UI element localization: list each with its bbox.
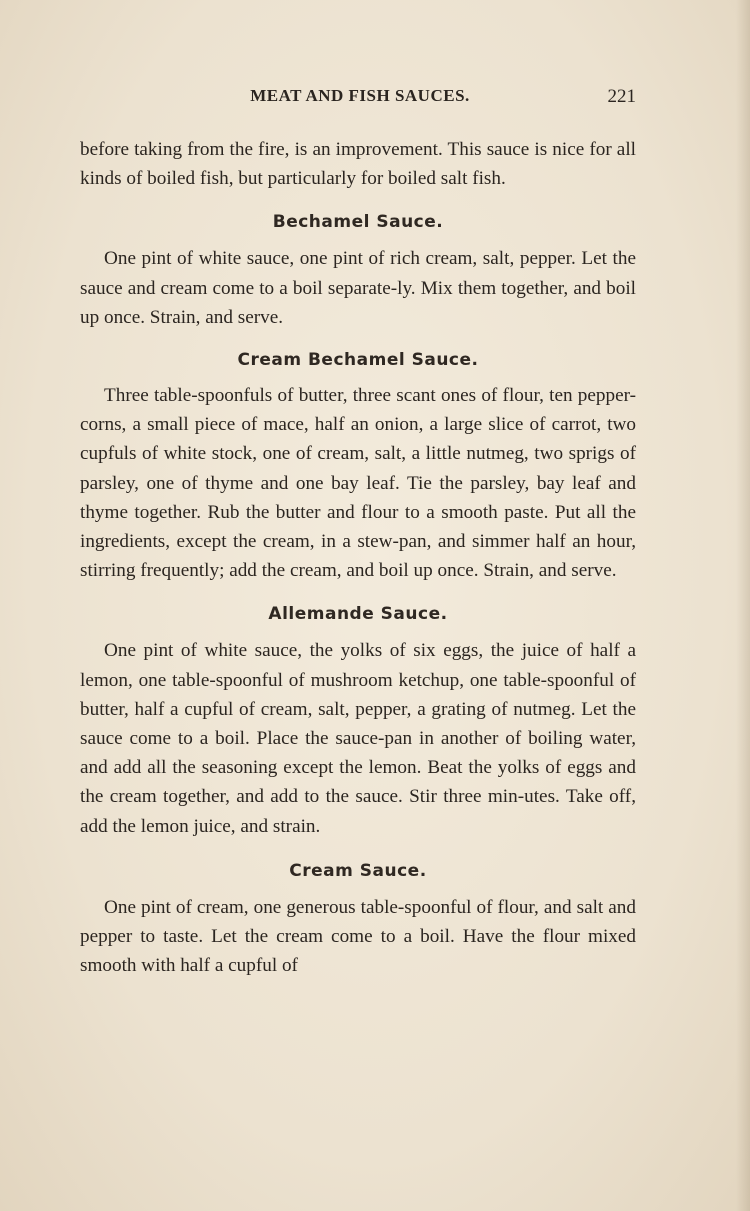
heading-bechamel-sauce: Bechamel Sauce. xyxy=(272,212,444,233)
paragraph-cream-bechamel-sauce: Three table-spoonfuls of butter, three scant ones of flour, ten pepper-corns, a small piece of mace, half an onion, a large slice of carrot, two cupfuls of white stock, one of cream, salt, a little nutmeg, two sprigs of parsley, one of thyme and one bay leaf. Tie the parsley, bay leaf and thyme together. Rub the butter and flour to a smooth paste. Put all the ingredients, except the cream, in a stew-pan, and simmer half an hour, stirring frequently; add the cream, and boil up once. Strain, and serve. xyxy=(80,385,636,582)
paragraph-cream-sauce: One pint of cream, one generous table-spoonful of flour, and salt and pepper to taste. Let the cream come to a boil. Have the flour mixed smooth with half a cupful of xyxy=(80,896,636,977)
paragraph-allemande-sauce: One pint of white sauce, the yolks of six eggs, the juice of half a lemon, one table-spoonful of mushroom ketchup, one table-spoonful of butter, half a cupful of cream, salt, pepper, a grating of nutmeg. Let the sauce come to a boil. Place the sauce-pan in another of boiling water, and add all the seasoning except the lemon. Beat the yolks of eggs and the cream together, and add to the sauce. Stir three min-utes. Take off, add the lemon juice, and strain. xyxy=(80,640,636,837)
heading-cream-bechamel-sauce: Cream Bechamel Sauce. xyxy=(237,350,479,371)
page-body xyxy=(80,135,636,980)
paragraph-bechamel-sauce: One pint of white sauce, one pint of rich cream, salt, pepper. Let the sauce and cream come to a boil separate-ly. Mix them together, and boil up once. Strain, and serve. xyxy=(80,248,636,328)
page-header xyxy=(80,86,636,112)
page-edge-shadow xyxy=(736,0,750,1211)
paragraph-intro: before taking from the fire, is an improvement. This sauce is nice for all kinds of boiled fish, but particularly for boiled salt fish. xyxy=(80,139,636,190)
running-head: MEAT AND FISH SAUCES. xyxy=(250,86,470,105)
page-number: 221 xyxy=(607,86,636,107)
heading-allemande-sauce: Allemande Sauce. xyxy=(268,604,448,625)
heading-cream-sauce: Cream Sauce. xyxy=(289,860,427,881)
